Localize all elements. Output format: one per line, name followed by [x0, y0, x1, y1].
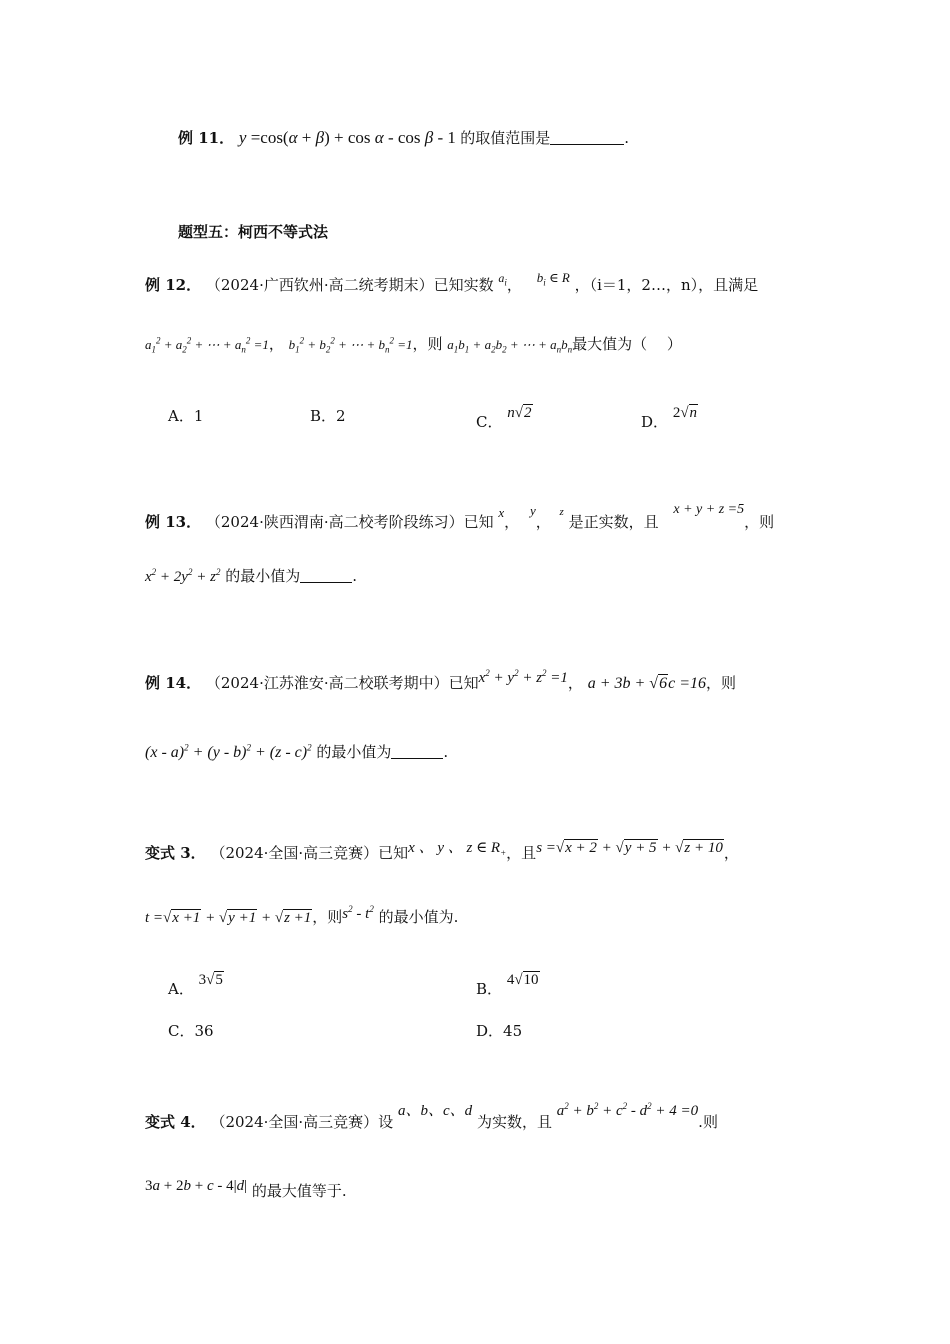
- then-text: .则: [698, 1113, 718, 1131]
- range-text: ，（i＝1，2…，n），且满足: [574, 276, 759, 294]
- option-d-value: 2√n: [672, 405, 698, 421]
- answer-blank[interactable]: [300, 568, 352, 583]
- option-c[interactable]: [476, 405, 533, 432]
- option-label: A．: [168, 980, 194, 998]
- example-11: [178, 128, 629, 148]
- cond1: $a_1^2 + a_2^2$ + ⋯ + $a_n^2 =1$: [145, 335, 269, 355]
- option-label: D．: [641, 413, 669, 431]
- option-b[interactable]: B．2: [310, 407, 346, 425]
- var-z: z: [559, 506, 564, 518]
- vars: x 、 y 、 z ∈ $R_+$: [408, 840, 507, 858]
- question-text: 的取值范围是: [460, 129, 551, 147]
- mid-text: 为实数，且: [476, 1113, 552, 1131]
- example-label: 例 14．: [145, 674, 202, 692]
- then-text: ，则: [744, 513, 775, 531]
- period: .: [443, 743, 449, 761]
- option-a[interactable]: A．1: [168, 407, 204, 425]
- cond2: a + 3b + √6c =16: [587, 675, 706, 692]
- expr: $s^2 - t^2$: [342, 904, 374, 922]
- option-c-value: n√2: [507, 405, 532, 421]
- period: .: [352, 567, 358, 585]
- question-text: 最大值为（ ）: [572, 335, 682, 353]
- cond: $a^2 + b^2 + c^2 - d^2 + 4 =0$: [556, 1101, 699, 1119]
- period: .: [624, 129, 629, 147]
- t-formula: t =√x +1 + √y +1 + √z +1: [145, 910, 312, 926]
- variant-3: 变式 3． （2024·全国·高三竞赛）已知x 、 y 、 z ∈ $R_+$，且s =√x + 2 + √y + 5 + √z + 10，: [145, 840, 739, 862]
- vars: x: [498, 505, 505, 520]
- question-text: 的最小值为: [225, 567, 301, 585]
- source: （2024·全国·高三竞赛）设: [210, 1113, 394, 1131]
- variant-label: 变式 3．: [145, 844, 206, 862]
- variant-4: [145, 1101, 718, 1132]
- expr: $x^2 + 2y^2 + z^2$: [145, 567, 221, 585]
- option-label: B．: [476, 980, 503, 998]
- formula: y =cos(α + β) + cos α - cos β - 1: [238, 128, 461, 147]
- example-13-expr: [145, 566, 357, 587]
- cond2: $b_1^2 + b_2^2$ + ⋯ + $b_n^2 =1$: [288, 335, 413, 355]
- example-14-expr: [145, 742, 448, 763]
- question-text: 的最小值为: [316, 743, 392, 761]
- example-label: 例 13．: [145, 513, 202, 531]
- section-title: 题型五：柯西不等式法: [178, 223, 329, 241]
- vars: a、b、c、d: [397, 1103, 473, 1119]
- then-text: ，则: [312, 908, 343, 926]
- mid-text: ，且: [506, 844, 537, 862]
- question-text: 的最小值为.: [378, 908, 459, 926]
- example-14: 例 14． （2024·江苏淮安·高二校联考期中）已知$x^2 + y^2 + z^2 =1$， a + 3b + √6c =16，则: [145, 668, 736, 692]
- option-a-value: 3√5: [198, 972, 223, 988]
- answer-blank[interactable]: [550, 130, 624, 145]
- example-13: 例 13． （2024·陕西渭南·高二校考阶段练习）已知 x， y， $^z$ 是正实数，且 x + y + z =5，则: [145, 502, 775, 531]
- example-label: 例 11．: [178, 129, 235, 147]
- example-12: 例 12． （2024·广西钦州·高二统考期末）已知实数 $^{a_i}$， $b_i$ ∈ R ，（i＝1，2…，n），且满足: [145, 270, 759, 294]
- mid-text: 是正实数，且: [568, 513, 659, 531]
- expr: 3a + 2b + c - 4|d|: [145, 1178, 248, 1194]
- variant-label: 变式 4．: [145, 1113, 206, 1131]
- variant-4-expr: [145, 1176, 347, 1201]
- option-label: C．: [476, 413, 503, 431]
- expr: (x - a)$^2$ + (y - b)$^2$ + (z - c)$^2$: [145, 742, 312, 761]
- s-formula: s =√x + 2 + √y + 5 + √z + 10: [536, 840, 723, 856]
- cond1: $x^2 + y^2 + z^2 =1$: [478, 668, 568, 686]
- question-text: 的最大值等于.: [251, 1182, 347, 1200]
- example-label: 例 12．: [145, 276, 202, 294]
- answer-blank[interactable]: [391, 744, 443, 759]
- source: （2024·全国·高三竞赛）已知: [210, 844, 409, 862]
- then-text: ，则: [412, 335, 443, 353]
- source: （2024·江苏淮安·高二校联考期中）已知: [205, 674, 479, 692]
- expr: $a_1b_1 + a_2b_2$ + ⋯ + $a_nb_n$: [447, 337, 573, 355]
- cond: x + y + z =5: [673, 502, 745, 517]
- var-b: $b_i$ ∈ R: [536, 270, 570, 288]
- option-d[interactable]: [641, 405, 698, 432]
- option-d[interactable]: D．45: [476, 1022, 523, 1040]
- var-y: y: [529, 503, 536, 518]
- option-a[interactable]: [168, 972, 224, 999]
- option-c[interactable]: C．36: [168, 1022, 214, 1040]
- var-a: ai: [498, 271, 507, 288]
- option-b-value: 4√10: [506, 972, 539, 988]
- source: （2024·广西钦州·高二统考期末）已知实数: [205, 276, 494, 294]
- example-12-cond: $a_1^2 + a_2^2$ + ⋯ + $a_n^2 =1$， $b_1^2 + b_2^2$ + ⋯ + $b_n^2 =1$，则 $a_1b_1 + a_2b_2$ + ⋯ + $a_nb_n$最大值为（ ）: [145, 335, 682, 355]
- option-b[interactable]: [476, 972, 540, 999]
- then-text: ，则: [705, 674, 736, 692]
- source: （2024·陕西渭南·高二校考阶段练习）已知: [205, 513, 494, 531]
- variant-3-t: [145, 904, 458, 928]
